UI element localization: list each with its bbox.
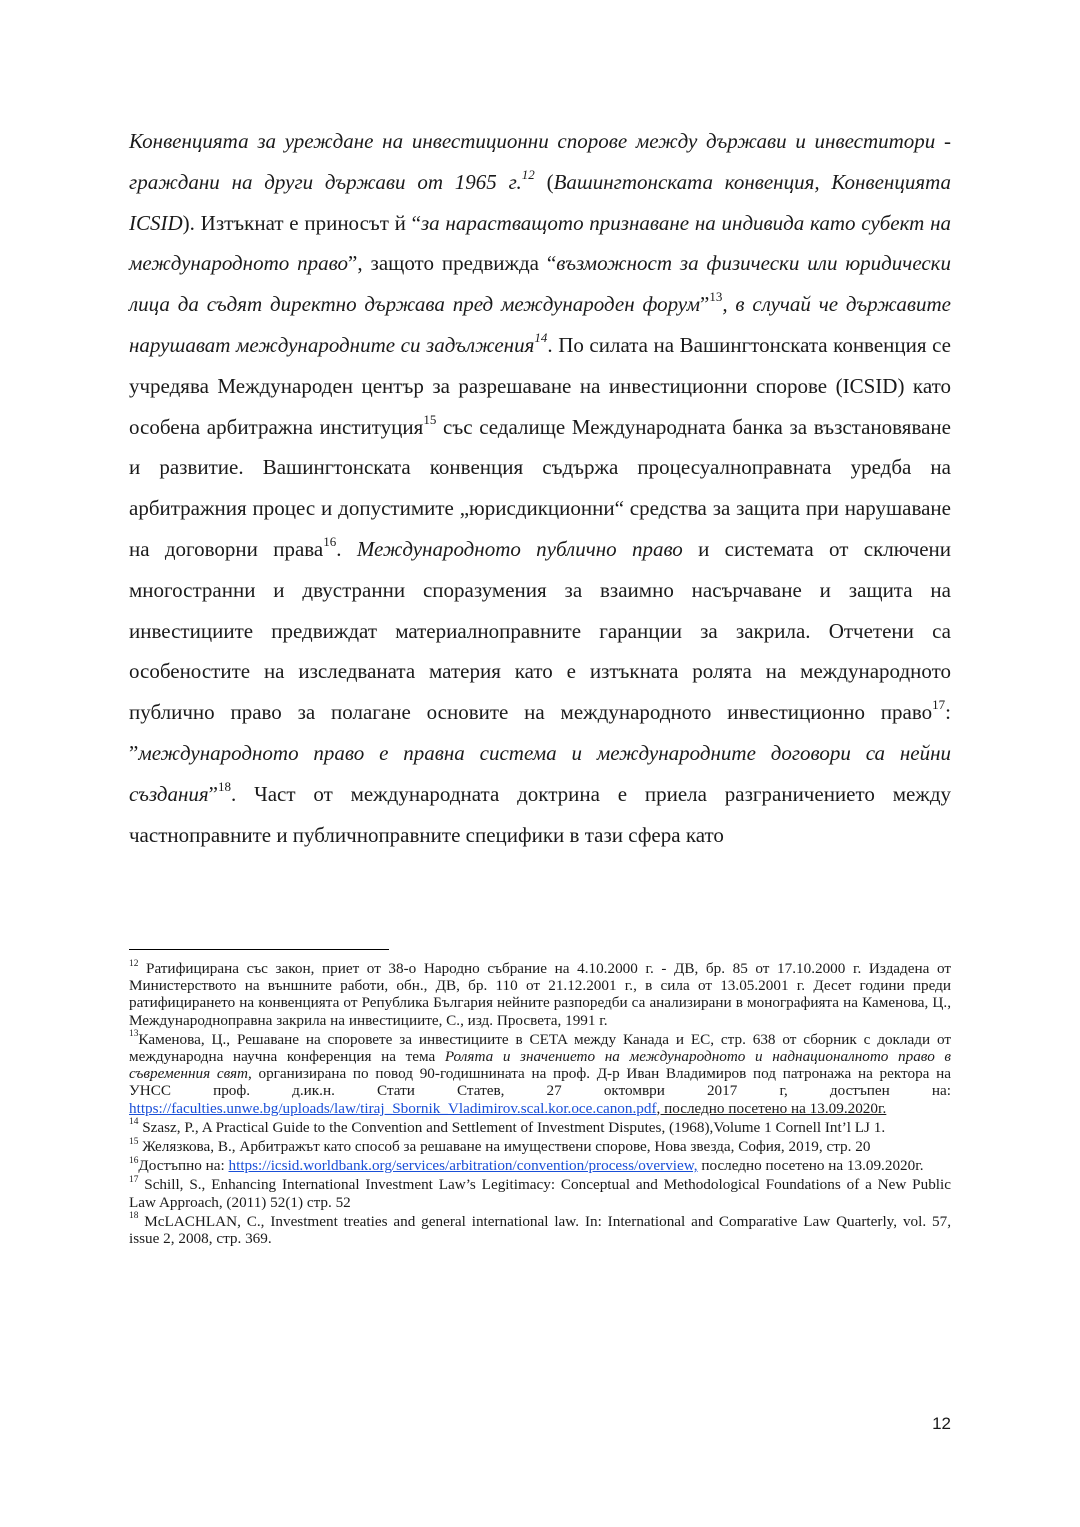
footnote-link[interactable]: https://faculties.unwe.bg/uploads/law/tiraj_Sbornik_Vladimirov.scal.kor.oce.canon.pdf [129, 1099, 657, 1117]
body-text-segment: ”, защото предвижда “ [348, 251, 557, 276]
footnote-number: 12 [129, 958, 139, 969]
footnote-ref-14[interactable]: 14 [534, 330, 548, 346]
footnote-text: последно посетено на 13.09.2020г. [697, 1157, 924, 1175]
body-text-segment: ” [700, 292, 710, 317]
body-text-segment: Конвенцията за уреждане на инвестиционни спорове между държави и инвеститори - граждани на други държави от 1965 г. [129, 129, 951, 194]
footnote-separator [129, 949, 389, 950]
footnote-ref-12[interactable]: 12 [521, 166, 535, 182]
body-text-segment: за нарастващото признаване на индивида като субект на международното право [129, 210, 951, 276]
body-text-segment: Международното публично право [356, 536, 683, 561]
footnote-number: 13 [129, 1029, 139, 1040]
footnote-12 [129, 960, 951, 1029]
body-text-segment: със седалище Международната банка за възстановяване и развитие. Вашингтонската конвенция съдържа процесуалноправната уредба на арбитражния процес и допустимите „юрисдикционни“ средства за защита при нарушаване на договорни права [129, 414, 951, 561]
footnote-text: Ратифицирана със закон, приет от 38-о Народно събрание на 4.10.2000 г. - ДВ, бр. 85 от 17.10.2000 г. Издадена от Министерството на външните работи, обн., ДВ, бр. 110 от 21.12.2001 г., в сила от 13.05.2001 г. Десет години преди ратифицирането на конвенцията от Република България нейните разпоредби са анализирани в монографията на Каменова, Ц., Международноправна закрила на инвестициите, С., изд. Просвета, 1991 г. [129, 960, 951, 1029]
footnote-14 [129, 1119, 951, 1136]
main-paragraph [129, 121, 951, 855]
footnote-number: 15 [129, 1136, 139, 1147]
body-text-segment: . [336, 536, 357, 561]
footnotes-section [129, 960, 951, 1249]
body-text-segment: : ” [129, 700, 951, 765]
body-text-segment: ” [208, 781, 218, 806]
footnote-18 [129, 1213, 951, 1247]
body-text-segment: ( [546, 169, 554, 194]
footnote-ref-17[interactable]: 17 [932, 697, 946, 713]
footnote-number: 16 [129, 1155, 139, 1166]
footnote-text: , последно посетено на 13.09.2020г. [656, 1099, 887, 1117]
footnote-link[interactable]: https://icsid.worldbank.org/services/arbitration/convention/process/overview, [228, 1157, 698, 1175]
page-number: 12 [932, 1414, 951, 1433]
footnote-text: Желязкова, В., Арбитражът като способ за решаване на имуществени спорове, Нова звезда, София, 2019, стр. 20 [138, 1138, 871, 1156]
body-text-segment: и системата от сключени многостранни и двустранни споразумения за взаимно насърчаване и защита на инвестициите предвиждат материалноправните гаранции за закрила. Отчетени са особеностите на изследваната материя като е изтъкната ролята на международното публично право за полагане основите на международното инвестиционно право [129, 536, 951, 725]
body-text-segment: ). Изтъкнат е приносът й “ [182, 210, 421, 235]
footnote-ref-15[interactable]: 15 [423, 411, 437, 427]
footnote-ref-18[interactable]: 18 [218, 778, 232, 794]
body-text-segment: . По силата на Вашингтонската конвенция се учредява Международен център за разрешаване на инвестиционни спорове (ICSID) като особена арбитражна институция [129, 332, 951, 439]
footnote-text: Ролята и значението на международното и наднационалното право в съвременния свят [129, 1048, 952, 1083]
footnote-text: Schill, S., Enhancing International Investment Law’s Legitimacy: Conceptual and Methodological Foundations of a New Public Law Approach, (2011) 52(1) стр. 52 [129, 1176, 951, 1211]
footnote-number: 18 [129, 1211, 139, 1222]
footnote-number: 17 [129, 1174, 139, 1185]
footnote-ref-13[interactable]: 13 [709, 289, 723, 305]
footnote-text: , организирана по повод 90-годишнината на проф. Д-р Иван Владимиров под патронажа на ректора на УНСС проф. д.ик.н. Стати Статев, 27 октомври 2017 г, достъпен на: [129, 1065, 951, 1100]
footnote-15 [129, 1138, 951, 1155]
body-text-segment: , в случай че държавите нарушават международните си задължения [129, 292, 951, 357]
footnote-number: 14 [129, 1117, 139, 1128]
body-text-segment: възможност за физически или юридически лица да съдят директно държава пред международен форум [129, 251, 952, 317]
body-text-segment: международното право е правна система и международните договори са нейни създания [129, 740, 951, 806]
footnote-text: Каменова, Ц., Решаване на споровете за инвестициите в CETA между Канада и ЕС, стр. 638 от сборник с доклади от международна научна конференция на тема [129, 1030, 951, 1066]
footnote-text: Достъпно на: [138, 1157, 229, 1175]
body-text-segment: . Част от международната доктрина е приела разграничението между частноправните и публичноправните специфики в тази сфера като [129, 781, 951, 847]
footnote-13 [129, 1031, 951, 1117]
footnote-16 [129, 1157, 951, 1174]
body-text-segment: Вашингтонската конвенция, Конвенцията ICSID [129, 169, 951, 235]
footnote-ref-16[interactable]: 16 [323, 534, 337, 550]
footnote-text: McLACHLAN, C., Investment treaties and general international law. In: International and Comparative Law Quarterly, vol. 57, issue 2, 2008, стр. 369. [129, 1212, 951, 1248]
footnote-17 [129, 1176, 951, 1210]
footnote-text: Szasz, P., A Practical Guide to the Convention and Settlement of Investment Disputes, (1968),Volume 1 Cornell Int’l LJ 1. [138, 1118, 886, 1136]
